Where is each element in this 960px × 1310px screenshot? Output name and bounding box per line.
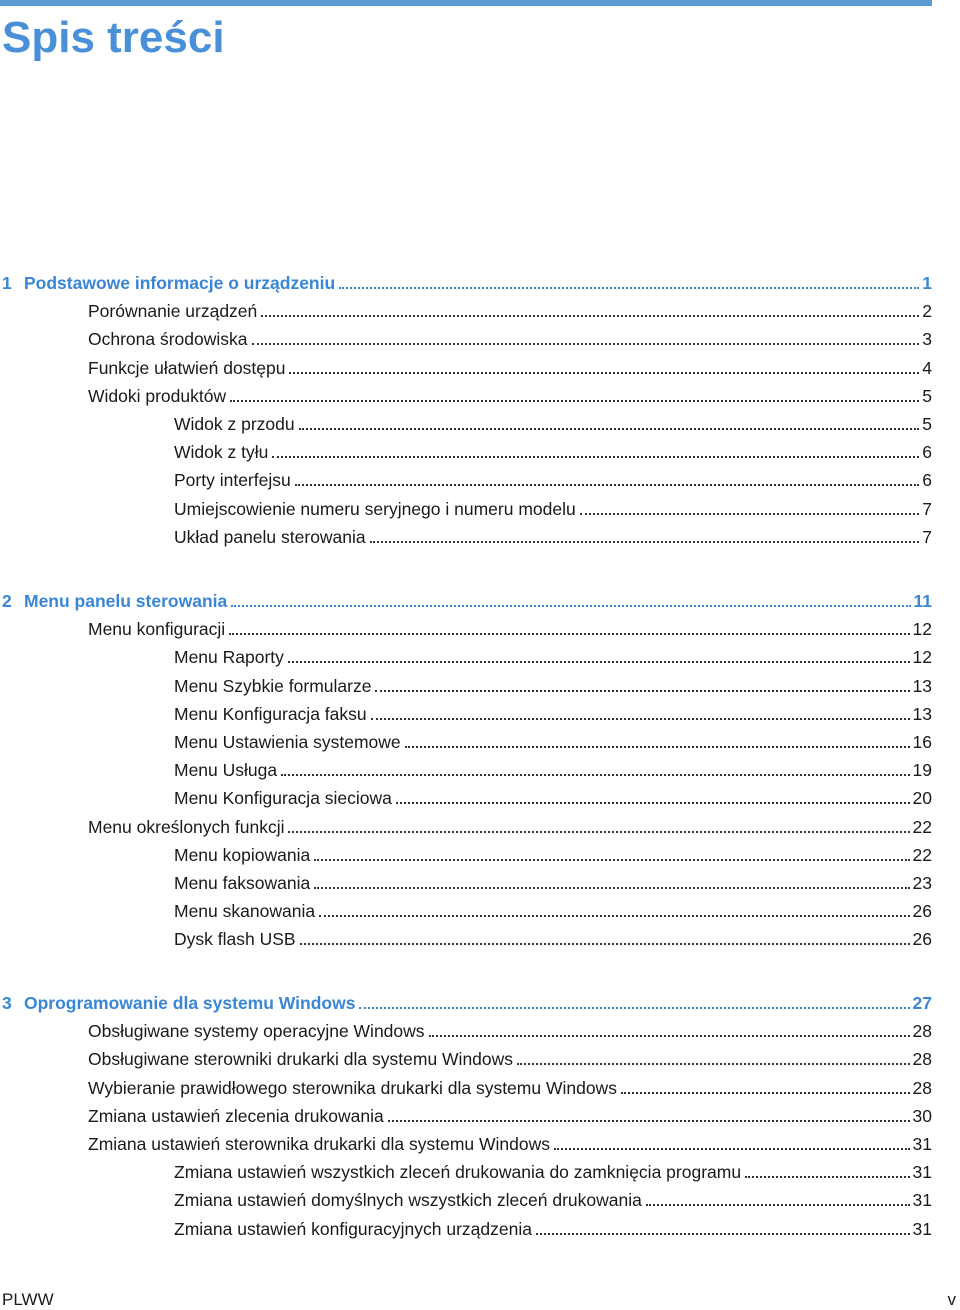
toc-entry-text: Porównanie urządzeń xyxy=(88,301,258,321)
toc-entry-label xyxy=(88,357,285,379)
toc-entry-label xyxy=(88,328,248,350)
toc-entry-link[interactable] xyxy=(174,785,932,809)
dot-leader xyxy=(289,369,919,374)
toc-entry-label xyxy=(174,441,268,463)
toc-entry-label xyxy=(2,590,227,612)
dot-leader xyxy=(405,743,910,748)
dot-leader xyxy=(231,602,910,607)
toc-entry-label xyxy=(2,272,335,294)
toc-entry-text: Układ panelu sterowania xyxy=(174,527,366,547)
toc-entry-text: Zmiana ustawień sterownika drukarki dla systemu Windows xyxy=(88,1134,550,1154)
toc-entry-text: Widoki produktów xyxy=(88,386,227,406)
toc-page-number: 3 xyxy=(922,329,932,349)
toc-entry-text: Widok z tyłu xyxy=(174,442,269,462)
toc-page-number: 26 xyxy=(912,929,932,949)
toc-entry-link[interactable] xyxy=(174,1159,932,1183)
dot-leader xyxy=(252,340,920,345)
toc-entry-text: Menu faksowania xyxy=(174,873,311,893)
toc-page-number: 23 xyxy=(912,873,932,893)
toc-entry-text: Zmiana ustawień domyślnych wszystkich zleceń drukowania xyxy=(174,1190,642,1210)
toc-entry-link[interactable] xyxy=(174,757,932,781)
toc-entry-text: Oprogramowanie dla systemu Windows xyxy=(24,993,356,1013)
toc-entry-label xyxy=(174,413,295,435)
toc-entry-text: Podstawowe informacje o urządzeniu xyxy=(24,273,336,293)
dot-leader xyxy=(621,1089,910,1094)
toc-entry-label xyxy=(174,703,367,725)
toc-page-number: 30 xyxy=(912,1106,932,1126)
toc-entry-text: Porty interfejsu xyxy=(174,470,291,490)
toc-page-number: 12 xyxy=(912,647,932,667)
dot-leader xyxy=(646,1201,910,1206)
toc-page-number: 13 xyxy=(912,704,932,724)
toc-entry-label xyxy=(88,1020,425,1042)
top-rule xyxy=(0,0,932,6)
toc-entry-label xyxy=(174,844,310,866)
toc-entry-link[interactable] xyxy=(174,898,932,922)
toc-page-number: 13 xyxy=(912,676,932,696)
footer-left: PLWW xyxy=(2,1290,54,1309)
toc-entry-text: Menu kopiowania xyxy=(174,845,311,865)
dot-leader xyxy=(359,1004,909,1009)
toc-page-number: 5 xyxy=(922,386,932,406)
toc-page-number: 11 xyxy=(913,591,932,611)
dot-leader xyxy=(319,912,909,917)
toc-entry-text: Menu określonych funkcji xyxy=(88,817,285,837)
toc-entry-link[interactable] xyxy=(88,814,932,838)
dot-leader xyxy=(554,1145,910,1150)
dot-leader xyxy=(396,799,910,804)
toc-entry-label xyxy=(174,872,310,894)
toc-chapter-link[interactable] xyxy=(2,588,932,612)
dot-leader xyxy=(388,1117,910,1122)
toc-page-number: 31 xyxy=(912,1162,932,1182)
toc-entry-text: Zmiana ustawień wszystkich zleceń drukowania do zamknięcia programu xyxy=(174,1162,742,1182)
toc-entry-text: Obsługiwane sterowniki drukarki dla systemu Windows xyxy=(88,1049,514,1069)
toc-entry-text: Menu Usługa xyxy=(174,760,278,780)
toc-entry-label xyxy=(174,498,576,520)
toc-entry-link[interactable] xyxy=(88,1075,932,1099)
toc-entry-label xyxy=(174,787,392,809)
toc-entry-link[interactable] xyxy=(174,1216,932,1240)
footer-page-number: v xyxy=(947,1290,956,1309)
toc-page-number: 31 xyxy=(912,1219,932,1239)
toc-entry-text: Menu konfiguracji xyxy=(88,619,226,639)
toc-entry-text: Menu Konfiguracja faksu xyxy=(174,704,367,724)
dot-leader xyxy=(580,510,920,515)
dot-leader xyxy=(230,397,919,402)
toc-page-number: 27 xyxy=(912,993,932,1013)
toc-entry-text: Funkcje ułatwień dostępu xyxy=(88,358,286,378)
toc-entry-label xyxy=(174,675,371,697)
toc-page-number: 22 xyxy=(912,845,932,865)
toc-page-number: 26 xyxy=(912,901,932,921)
toc-entry-text: Menu Ustawienia systemowe xyxy=(174,732,401,752)
toc-entry-link[interactable] xyxy=(88,1018,932,1042)
page-title: Spis treści xyxy=(2,13,225,62)
toc-entry-link[interactable] xyxy=(174,439,932,463)
toc-page-number: 19 xyxy=(912,760,932,780)
toc-entry-text: Menu Szybkie formularze xyxy=(174,676,372,696)
dot-leader xyxy=(295,481,920,486)
toc-page-number: 7 xyxy=(922,527,932,547)
toc-entry-link[interactable] xyxy=(174,524,932,548)
toc-chapter-number: 1 xyxy=(2,273,12,293)
toc-entry-label xyxy=(88,385,226,407)
toc-entry-link[interactable] xyxy=(174,701,932,725)
toc-entry-text: Zmiana ustawień konfiguracyjnych urządzenia xyxy=(174,1219,532,1239)
toc-page-number: 31 xyxy=(912,1134,932,1154)
dot-leader xyxy=(261,312,919,317)
dot-leader xyxy=(314,856,909,861)
toc-entry-label xyxy=(174,526,366,548)
dot-leader xyxy=(272,453,919,458)
toc-chapter-link[interactable] xyxy=(2,990,932,1014)
dot-leader xyxy=(517,1060,910,1065)
dot-leader xyxy=(288,828,909,833)
toc-entry-text: Zmiana ustawień zlecenia drukowania xyxy=(88,1106,384,1126)
toc-page-number: 28 xyxy=(912,1049,932,1069)
toc-entry-link[interactable] xyxy=(88,355,932,379)
toc-entry-label xyxy=(174,1189,642,1211)
toc-page-number: 4 xyxy=(922,358,932,378)
toc-entry-link[interactable] xyxy=(88,1131,932,1155)
toc-entry-link[interactable] xyxy=(174,870,932,894)
toc-page-number: 20 xyxy=(912,788,932,808)
toc-chapter-number: 2 xyxy=(2,591,12,611)
toc-entry-text: Dysk flash USB xyxy=(174,929,296,949)
toc-entry-label xyxy=(174,1218,532,1240)
toc-entry-link[interactable] xyxy=(174,926,932,950)
dot-leader xyxy=(314,884,909,889)
dot-leader xyxy=(370,538,920,543)
toc-entry-link[interactable] xyxy=(174,729,932,753)
toc-entry-label xyxy=(174,469,291,491)
toc-entry-link[interactable] xyxy=(88,298,932,322)
toc-entry-link[interactable] xyxy=(88,1046,932,1070)
toc-entry-label xyxy=(88,300,257,322)
toc-page-number: 1 xyxy=(922,273,932,293)
toc-page-number: 22 xyxy=(912,817,932,837)
dot-leader xyxy=(375,687,909,692)
dot-leader xyxy=(371,715,910,720)
toc-entry-label xyxy=(174,928,296,950)
toc-entry-label xyxy=(174,731,401,753)
toc-entry-text: Ochrona środowiska xyxy=(88,329,248,349)
toc-entry-label xyxy=(2,992,355,1014)
dot-leader xyxy=(429,1032,910,1037)
dot-leader xyxy=(339,284,919,289)
toc-entry-text: Wybieranie prawidłowego sterownika drukarki dla systemu Windows xyxy=(88,1078,617,1098)
toc-entry-label xyxy=(88,816,284,838)
toc-entry-link[interactable] xyxy=(174,673,932,697)
dot-leader xyxy=(229,630,909,635)
toc-chapter-link[interactable] xyxy=(2,270,932,294)
toc-entry-link[interactable] xyxy=(174,644,932,668)
toc-entry-text: Menu Konfiguracja sieciowa xyxy=(174,788,392,808)
toc-entry-label xyxy=(88,1048,513,1070)
toc-entry-link[interactable] xyxy=(88,1103,932,1127)
dot-leader xyxy=(536,1230,910,1235)
toc-page-number: 7 xyxy=(922,499,932,519)
toc-page-number: 28 xyxy=(912,1078,932,1098)
toc-page-number: 2 xyxy=(922,301,932,321)
toc-entry-link[interactable] xyxy=(88,383,932,407)
toc-page-number: 16 xyxy=(912,732,932,752)
toc-entry-text: Umiejscowienie numeru seryjnego i numeru modelu xyxy=(174,499,576,519)
toc-entry-link[interactable] xyxy=(174,411,932,435)
toc-page-number: 31 xyxy=(912,1190,932,1210)
toc-entry-label xyxy=(88,1077,617,1099)
toc-entry-link[interactable] xyxy=(174,467,932,491)
toc-entry-label xyxy=(174,1161,741,1183)
toc-entry-link[interactable] xyxy=(88,616,932,640)
toc-entry-label xyxy=(174,900,315,922)
toc-entry-link[interactable] xyxy=(174,1187,932,1211)
toc-entry-label xyxy=(174,759,277,781)
toc-page-number: 6 xyxy=(922,442,932,462)
toc-entry-label xyxy=(174,646,284,668)
dot-leader xyxy=(288,658,910,663)
toc-entry-text: Menu Raporty xyxy=(174,647,284,667)
toc-entry-text: Obsługiwane systemy operacyjne Windows xyxy=(88,1021,425,1041)
toc-entry-link[interactable] xyxy=(174,842,932,866)
toc-entry-text: Menu panelu sterowania xyxy=(24,591,228,611)
toc-chapter-number: 3 xyxy=(2,993,12,1013)
toc-entry-text: Widok z przodu xyxy=(174,414,295,434)
toc-page-number: 6 xyxy=(922,470,932,490)
dot-leader xyxy=(745,1173,909,1178)
toc-entry-link[interactable] xyxy=(88,326,932,350)
dot-leader xyxy=(281,771,909,776)
toc-page-number: 5 xyxy=(922,414,932,434)
toc-entry-link[interactable] xyxy=(174,496,932,520)
dot-leader xyxy=(299,425,920,430)
toc-entry-label xyxy=(88,1133,550,1155)
toc-page-number: 28 xyxy=(912,1021,932,1041)
toc-entry-label xyxy=(88,618,225,640)
toc-page-number: 12 xyxy=(912,619,932,639)
dot-leader xyxy=(300,940,910,945)
toc-entry-label xyxy=(88,1105,384,1127)
toc-entry-text: Menu skanowania xyxy=(174,901,316,921)
